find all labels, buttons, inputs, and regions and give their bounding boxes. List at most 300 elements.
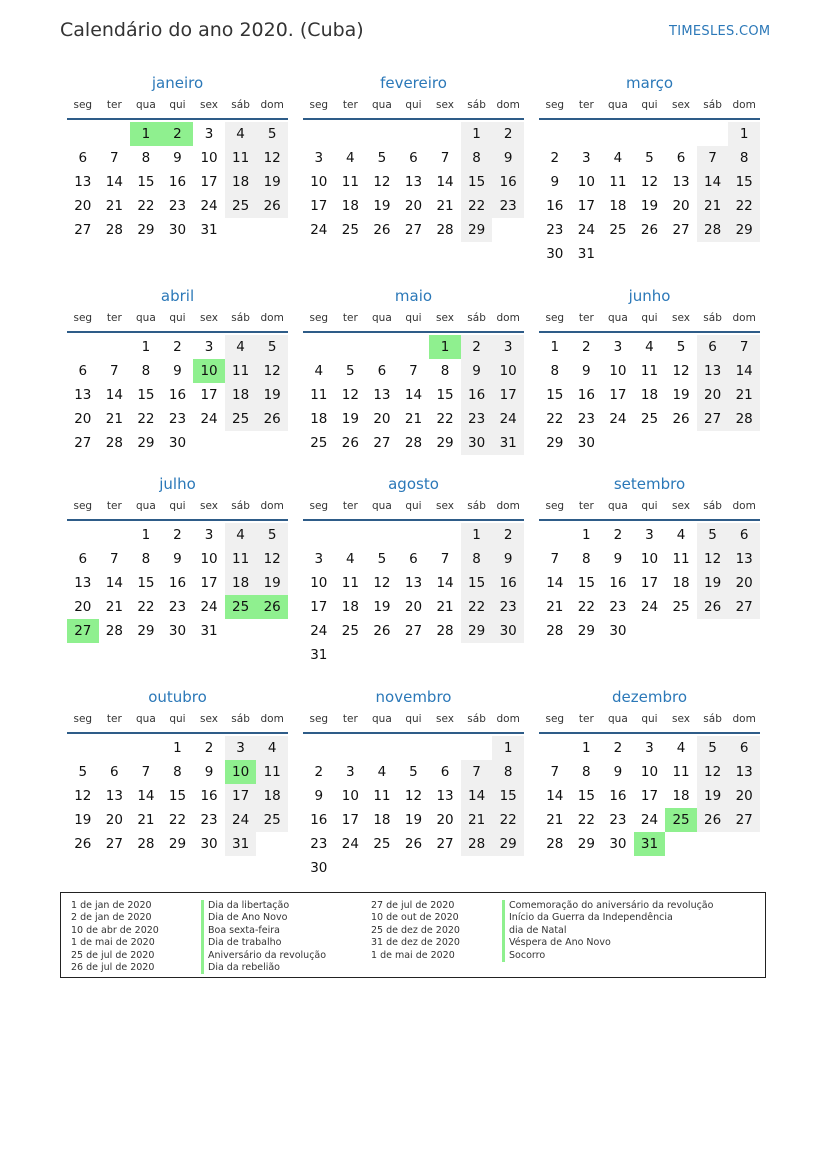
day-cell[interactable]: 23 [492,194,524,218]
day-cell[interactable]: 4 [256,736,288,760]
day-cell[interactable]: 22 [492,808,524,832]
day-cell[interactable]: 7 [550,764,560,780]
day-cell[interactable]: 9 [461,359,493,383]
holiday-cell[interactable]: 26 [256,595,288,619]
day-cell[interactable]: 21 [697,194,729,218]
day-cell[interactable]: 8 [440,363,450,379]
day-cell[interactable]: 29 [546,435,564,451]
day-cell[interactable]: 30 [577,435,595,451]
day-cell[interactable]: 4 [613,150,623,166]
day-cell[interactable]: 21 [105,198,123,214]
day-cell[interactable]: 24 [310,222,328,238]
day-cell[interactable]: 18 [672,788,690,804]
day-cell[interactable]: 5 [377,150,387,166]
day-cell[interactable]: 15 [577,575,595,591]
day-cell[interactable]: 14 [404,387,423,403]
day-cell[interactable]: 17 [200,575,218,591]
holiday-cell[interactable]: 10 [225,760,257,784]
day-cell[interactable]: 9 [314,788,324,804]
day-cell[interactable]: 31 [492,431,524,455]
day-cell[interactable]: 22 [728,194,760,218]
day-cell[interactable]: 10 [200,150,218,166]
day-cell[interactable]: 2 [204,740,214,756]
day-cell[interactable]: 5 [346,363,355,379]
day-cell[interactable]: 9 [173,363,182,379]
day-cell[interactable]: 16 [609,788,627,804]
day-cell[interactable]: 5 [256,122,288,146]
day-cell[interactable]: 21 [728,383,760,407]
day-cell[interactable]: 12 [373,575,391,591]
day-cell[interactable]: 19 [373,599,391,615]
day-cell[interactable]: 19 [672,387,690,403]
day-cell[interactable]: 31 [200,222,218,238]
day-cell[interactable]: 27 [105,836,123,852]
day-cell[interactable]: 18 [640,387,659,403]
day-cell[interactable]: 30 [609,836,627,852]
day-cell[interactable]: 9 [204,764,214,780]
day-cell[interactable]: 10 [310,174,328,190]
day-cell[interactable]: 21 [105,599,123,615]
day-cell[interactable]: 24 [492,407,524,431]
day-cell[interactable]: 19 [373,198,391,214]
day-cell[interactable]: 2 [173,339,182,355]
day-cell[interactable]: 19 [341,411,359,427]
day-cell[interactable]: 22 [577,599,595,615]
day-cell[interactable]: 10 [577,174,595,190]
day-cell[interactable]: 2 [314,764,324,780]
day-cell[interactable]: 28 [105,435,123,451]
day-cell[interactable]: 3 [645,527,654,543]
day-cell[interactable]: 29 [577,836,595,852]
day-cell[interactable]: 27 [373,435,391,451]
holiday-cell[interactable]: 25 [225,595,257,619]
day-cell[interactable]: 14 [728,359,760,383]
day-cell[interactable]: 11 [373,788,391,804]
day-cell[interactable]: 23 [546,222,564,238]
day-cell[interactable]: 3 [204,339,214,355]
day-cell[interactable]: 23 [609,599,627,615]
day-cell[interactable]: 3 [225,736,257,760]
day-cell[interactable]: 8 [461,547,493,571]
day-cell[interactable]: 15 [137,575,155,591]
day-cell[interactable]: 11 [341,575,359,591]
day-cell[interactable]: 19 [697,571,729,595]
day-cell[interactable]: 31 [310,647,328,663]
day-cell[interactable]: 24 [225,808,257,832]
day-cell[interactable]: 4 [225,335,257,359]
day-cell[interactable]: 1 [550,339,560,355]
day-cell[interactable]: 23 [609,812,627,828]
day-cell[interactable]: 27 [404,222,423,238]
day-cell[interactable]: 23 [461,407,493,431]
day-cell[interactable]: 8 [173,764,182,780]
day-cell[interactable]: 20 [373,411,391,427]
day-cell[interactable]: 21 [546,599,564,615]
day-cell[interactable]: 8 [141,150,151,166]
day-cell[interactable]: 10 [492,359,524,383]
day-cell[interactable]: 1 [492,736,524,760]
day-cell[interactable]: 12 [256,547,288,571]
day-cell[interactable]: 28 [137,836,155,852]
day-cell[interactable]: 24 [200,411,218,427]
day-cell[interactable]: 28 [728,407,760,431]
day-cell[interactable]: 15 [137,174,155,190]
day-cell[interactable]: 29 [492,832,524,856]
day-cell[interactable]: 24 [341,836,359,852]
day-cell[interactable]: 30 [609,623,627,639]
day-cell[interactable]: 17 [310,599,328,615]
day-cell[interactable]: 4 [225,122,257,146]
day-cell[interactable]: 9 [492,146,524,170]
day-cell[interactable]: 23 [492,595,524,619]
day-cell[interactable]: 12 [672,363,690,379]
day-cell[interactable]: 14 [546,788,564,804]
day-cell[interactable]: 29 [577,623,595,639]
day-cell[interactable]: 2 [173,527,182,543]
day-cell[interactable]: 24 [200,599,218,615]
day-cell[interactable]: 5 [697,736,729,760]
holiday-cell[interactable]: 31 [634,832,666,856]
day-cell[interactable]: 11 [640,363,659,379]
day-cell[interactable]: 11 [225,547,257,571]
day-cell[interactable]: 24 [577,222,595,238]
day-cell[interactable]: 4 [314,363,324,379]
day-cell[interactable]: 16 [168,575,187,591]
day-cell[interactable]: 9 [613,551,623,567]
day-cell[interactable]: 27 [697,407,729,431]
day-cell[interactable]: 4 [645,339,654,355]
day-cell[interactable]: 2 [492,122,524,146]
day-cell[interactable]: 26 [373,623,391,639]
day-cell[interactable]: 22 [137,599,155,615]
day-cell[interactable]: 25 [640,411,659,427]
day-cell[interactable]: 19 [74,812,92,828]
day-cell[interactable]: 3 [613,339,623,355]
day-cell[interactable]: 30 [168,435,187,451]
day-cell[interactable]: 28 [436,222,454,238]
day-cell[interactable]: 13 [373,387,391,403]
day-cell[interactable]: 17 [609,387,627,403]
day-cell[interactable]: 16 [492,571,524,595]
day-cell[interactable]: 25 [256,808,288,832]
day-cell[interactable]: 28 [546,836,564,852]
day-cell[interactable]: 13 [404,575,423,591]
day-cell[interactable]: 23 [168,411,187,427]
day-cell[interactable]: 16 [609,575,627,591]
day-cell[interactable]: 9 [613,764,623,780]
day-cell[interactable]: 4 [346,150,355,166]
day-cell[interactable]: 26 [697,808,729,832]
day-cell[interactable]: 11 [672,764,690,780]
day-cell[interactable]: 12 [74,788,92,804]
day-cell[interactable]: 12 [256,146,288,170]
day-cell[interactable]: 22 [461,595,493,619]
day-cell[interactable]: 6 [728,736,760,760]
day-cell[interactable]: 29 [137,222,155,238]
day-cell[interactable]: 10 [609,363,627,379]
day-cell[interactable]: 30 [168,623,187,639]
day-cell[interactable]: 2 [550,150,560,166]
day-cell[interactable]: 20 [404,599,423,615]
day-cell[interactable]: 23 [168,599,187,615]
day-cell[interactable]: 24 [609,411,627,427]
day-cell[interactable]: 21 [105,411,123,427]
day-cell[interactable]: 7 [440,551,450,567]
day-cell[interactable]: 20 [74,599,92,615]
day-cell[interactable]: 5 [78,764,88,780]
day-cell[interactable]: 3 [204,527,214,543]
day-cell[interactable]: 4 [346,551,355,567]
day-cell[interactable]: 20 [105,812,123,828]
day-cell[interactable]: 27 [728,595,760,619]
day-cell[interactable]: 10 [341,788,359,804]
day-cell[interactable]: 1 [582,740,591,756]
day-cell[interactable]: 7 [440,150,450,166]
day-cell[interactable]: 12 [404,788,423,804]
day-cell[interactable]: 26 [256,407,288,431]
day-cell[interactable]: 19 [256,571,288,595]
day-cell[interactable]: 25 [373,836,391,852]
day-cell[interactable]: 18 [256,784,288,808]
day-cell[interactable]: 28 [461,832,493,856]
day-cell[interactable]: 13 [697,359,729,383]
holiday-cell[interactable]: 25 [665,808,697,832]
day-cell[interactable]: 12 [341,387,359,403]
day-cell[interactable]: 7 [728,335,760,359]
day-cell[interactable]: 3 [204,126,214,142]
day-cell[interactable]: 11 [310,387,328,403]
day-cell[interactable]: 2 [461,335,493,359]
day-cell[interactable]: 28 [105,222,123,238]
day-cell[interactable]: 1 [141,527,151,543]
day-cell[interactable]: 15 [168,788,187,804]
day-cell[interactable]: 11 [672,551,690,567]
day-cell[interactable]: 5 [377,551,387,567]
day-cell[interactable]: 30 [168,222,187,238]
day-cell[interactable]: 25 [341,222,359,238]
day-cell[interactable]: 21 [404,411,423,427]
day-cell[interactable]: 8 [461,146,493,170]
day-cell[interactable]: 15 [436,387,454,403]
day-cell[interactable]: 13 [105,788,123,804]
day-cell[interactable]: 7 [110,150,119,166]
day-cell[interactable]: 23 [310,836,328,852]
day-cell[interactable]: 31 [200,623,218,639]
day-cell[interactable]: 17 [341,812,359,828]
day-cell[interactable]: 5 [256,523,288,547]
day-cell[interactable]: 8 [141,363,151,379]
day-cell[interactable]: 21 [436,198,454,214]
day-cell[interactable]: 16 [546,198,564,214]
day-cell[interactable]: 12 [697,547,729,571]
day-cell[interactable]: 3 [645,740,654,756]
day-cell[interactable]: 30 [546,246,564,262]
day-cell[interactable]: 6 [78,363,88,379]
day-cell[interactable]: 29 [168,836,187,852]
day-cell[interactable]: 8 [550,363,560,379]
day-cell[interactable]: 26 [697,595,729,619]
day-cell[interactable]: 5 [409,764,418,780]
day-cell[interactable]: 6 [697,335,729,359]
day-cell[interactable]: 24 [640,599,659,615]
day-cell[interactable]: 17 [310,198,328,214]
day-cell[interactable]: 3 [314,150,324,166]
day-cell[interactable]: 18 [225,383,257,407]
day-cell[interactable]: 17 [200,387,218,403]
day-cell[interactable]: 22 [577,812,595,828]
day-cell[interactable]: 24 [310,623,328,639]
day-cell[interactable]: 16 [310,812,328,828]
holiday-cell[interactable]: 2 [162,122,194,146]
day-cell[interactable]: 1 [173,740,182,756]
day-cell[interactable]: 7 [461,760,493,784]
day-cell[interactable]: 25 [225,194,257,218]
day-cell[interactable]: 7 [697,146,729,170]
day-cell[interactable]: 29 [436,435,454,451]
day-cell[interactable]: 8 [728,146,760,170]
day-cell[interactable]: 13 [74,174,92,190]
day-cell[interactable]: 6 [377,363,387,379]
day-cell[interactable]: 26 [404,836,423,852]
day-cell[interactable]: 17 [200,174,218,190]
day-cell[interactable]: 11 [609,174,627,190]
day-cell[interactable]: 6 [409,551,418,567]
day-cell[interactable]: 6 [409,150,418,166]
day-cell[interactable]: 25 [310,435,328,451]
holiday-cell[interactable]: 1 [130,122,162,146]
day-cell[interactable]: 19 [640,198,659,214]
day-cell[interactable]: 15 [461,170,493,194]
day-cell[interactable]: 24 [200,198,218,214]
day-cell[interactable]: 7 [110,363,119,379]
day-cell[interactable]: 16 [577,387,595,403]
day-cell[interactable]: 8 [492,760,524,784]
brand-link[interactable]: TIMESLES.COM [669,24,771,39]
day-cell[interactable]: 27 [74,435,92,451]
day-cell[interactable]: 22 [137,411,155,427]
day-cell[interactable]: 29 [461,619,493,643]
day-cell[interactable]: 10 [640,764,659,780]
day-cell[interactable]: 2 [613,740,623,756]
day-cell[interactable]: 6 [676,150,686,166]
day-cell[interactable]: 14 [461,784,493,808]
day-cell[interactable]: 15 [137,387,155,403]
day-cell[interactable]: 20 [404,198,423,214]
day-cell[interactable]: 7 [141,764,151,780]
day-cell[interactable]: 27 [672,222,690,238]
day-cell[interactable]: 5 [697,523,729,547]
day-cell[interactable]: 2 [492,523,524,547]
day-cell[interactable]: 22 [461,194,493,218]
day-cell[interactable]: 11 [225,359,257,383]
day-cell[interactable]: 30 [461,431,493,455]
day-cell[interactable]: 1 [461,122,493,146]
day-cell[interactable]: 3 [492,335,524,359]
day-cell[interactable]: 4 [676,527,686,543]
day-cell[interactable]: 9 [582,363,591,379]
day-cell[interactable]: 21 [137,812,155,828]
day-cell[interactable]: 15 [577,788,595,804]
day-cell[interactable]: 13 [672,174,690,190]
day-cell[interactable]: 28 [436,623,454,639]
day-cell[interactable]: 27 [728,808,760,832]
day-cell[interactable]: 1 [461,523,493,547]
day-cell[interactable]: 20 [728,784,760,808]
day-cell[interactable]: 13 [404,174,423,190]
holiday-cell[interactable]: 1 [429,335,461,359]
day-cell[interactable]: 30 [200,836,218,852]
day-cell[interactable]: 2 [582,339,591,355]
day-cell[interactable]: 18 [225,571,257,595]
day-cell[interactable]: 20 [728,571,760,595]
day-cell[interactable]: 4 [377,764,387,780]
day-cell[interactable]: 28 [105,623,123,639]
day-cell[interactable]: 14 [137,788,155,804]
day-cell[interactable]: 14 [436,575,454,591]
day-cell[interactable]: 26 [256,194,288,218]
day-cell[interactable]: 12 [256,359,288,383]
day-cell[interactable]: 14 [697,170,729,194]
day-cell[interactable]: 13 [436,788,454,804]
day-cell[interactable]: 6 [440,764,450,780]
day-cell[interactable]: 7 [409,363,418,379]
day-cell[interactable]: 20 [436,812,454,828]
day-cell[interactable]: 14 [105,387,123,403]
day-cell[interactable]: 19 [697,784,729,808]
day-cell[interactable]: 25 [609,222,627,238]
day-cell[interactable]: 16 [168,174,187,190]
day-cell[interactable]: 28 [404,435,423,451]
day-cell[interactable]: 15 [461,571,493,595]
day-cell[interactable]: 6 [78,551,88,567]
day-cell[interactable]: 17 [577,198,595,214]
day-cell[interactable]: 19 [256,383,288,407]
day-cell[interactable]: 6 [728,523,760,547]
day-cell[interactable]: 19 [404,812,423,828]
day-cell[interactable]: 30 [492,619,524,643]
day-cell[interactable]: 11 [225,146,257,170]
day-cell[interactable]: 15 [546,387,564,403]
day-cell[interactable]: 7 [550,551,560,567]
day-cell[interactable]: 9 [173,150,182,166]
day-cell[interactable]: 21 [461,808,493,832]
day-cell[interactable]: 18 [310,411,328,427]
day-cell[interactable]: 21 [546,812,564,828]
day-cell[interactable]: 29 [137,623,155,639]
day-cell[interactable]: 8 [582,764,591,780]
day-cell[interactable]: 8 [141,551,151,567]
day-cell[interactable]: 10 [310,575,328,591]
day-cell[interactable]: 8 [582,551,591,567]
day-cell[interactable]: 9 [492,547,524,571]
day-cell[interactable]: 28 [546,623,564,639]
holiday-cell[interactable]: 27 [67,619,99,643]
day-cell[interactable]: 27 [74,222,92,238]
day-cell[interactable]: 28 [697,218,729,242]
day-cell[interactable]: 22 [546,411,564,427]
day-cell[interactable]: 21 [436,599,454,615]
day-cell[interactable]: 12 [640,174,659,190]
day-cell[interactable]: 4 [676,740,686,756]
day-cell[interactable]: 26 [640,222,659,238]
day-cell[interactable]: 29 [728,218,760,242]
holiday-cell[interactable]: 10 [193,359,225,383]
day-cell[interactable]: 17 [640,788,659,804]
day-cell[interactable]: 13 [74,387,92,403]
day-cell[interactable]: 20 [74,411,92,427]
day-cell[interactable]: 3 [346,764,355,780]
day-cell[interactable]: 18 [609,198,627,214]
